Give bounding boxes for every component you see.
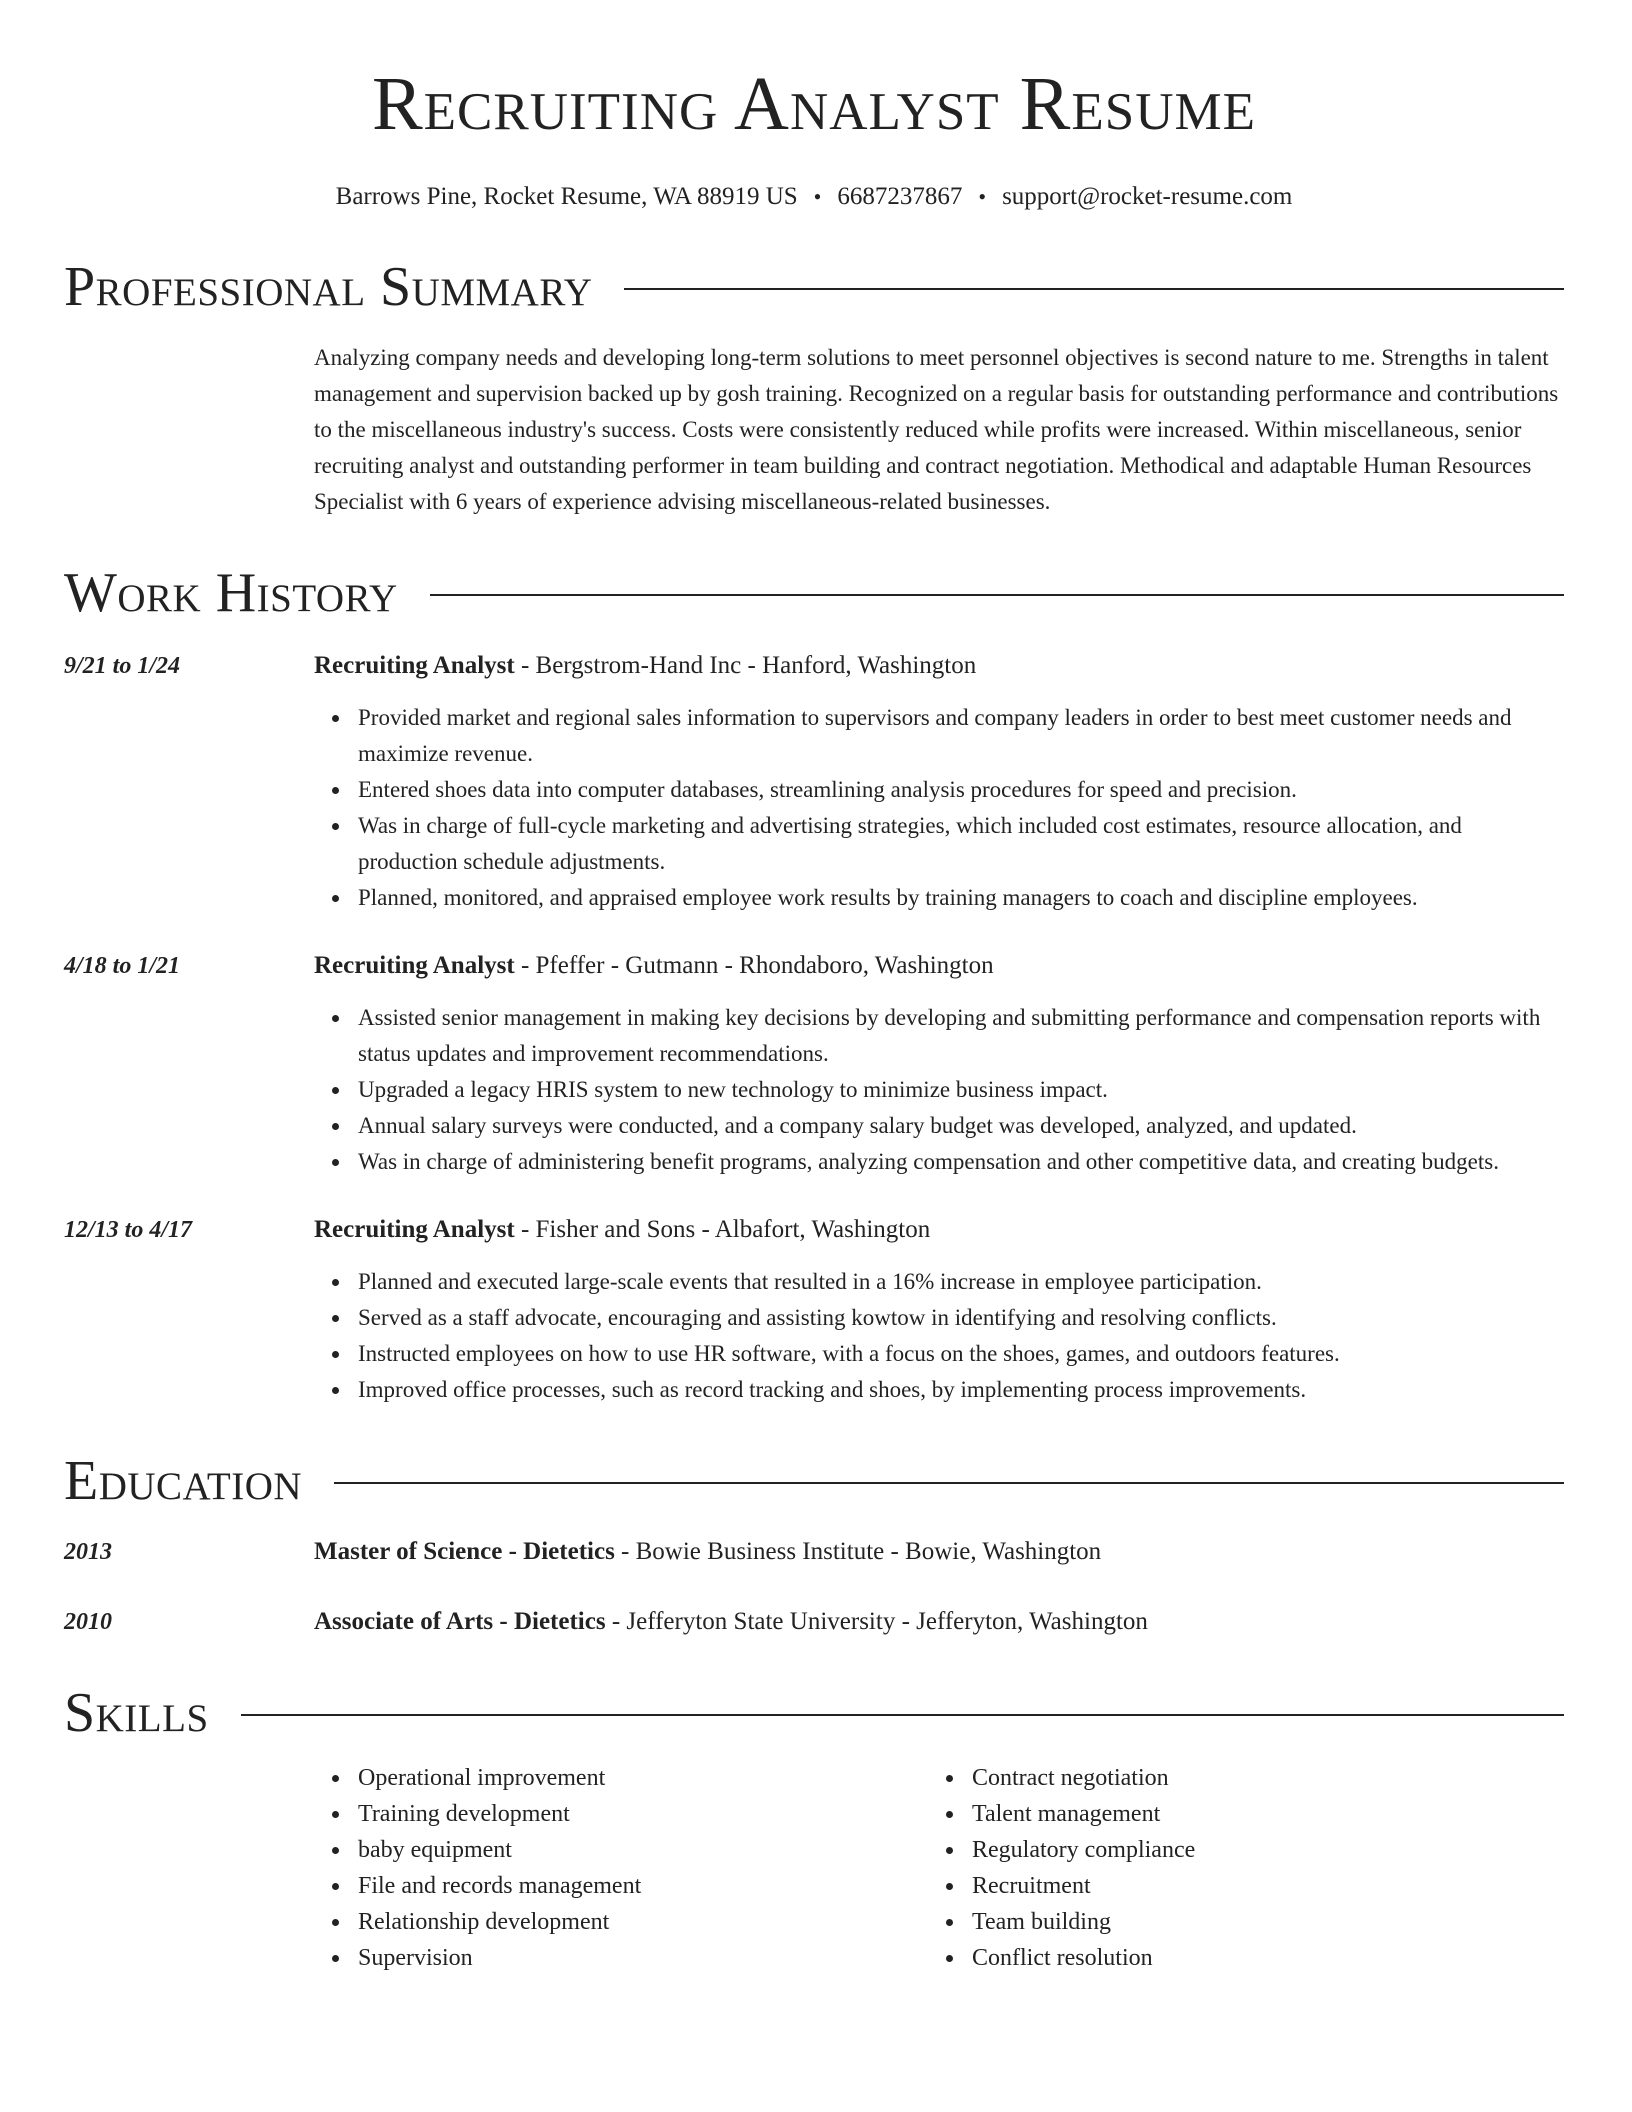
skills-heading: Skills	[64, 1682, 209, 1744]
job-bullets	[314, 1000, 1564, 1180]
job-employer: - Bergstrom-Hand Inc - Hanford, Washington	[514, 652, 977, 679]
education-heading: Education	[64, 1450, 303, 1512]
job-employer: - Fisher and Sons - Albafort, Washington	[514, 1216, 931, 1243]
education-year: 2010	[64, 1609, 112, 1635]
job-heading	[314, 948, 1564, 984]
education-section-header	[64, 1448, 1564, 1514]
job-bullet: Was in charge of full-cycle marketing and advertising strategies, which included cost estimates, resource allocation, and production schedule adjustments.	[358, 808, 1564, 880]
skill-item: Team building	[972, 1904, 1542, 1940]
resume-title: Recruiting Analyst Resume	[371, 62, 1257, 146]
skill-item: Supervision	[358, 1940, 928, 1976]
job-heading	[314, 1212, 1564, 1248]
job-role: Recruiting Analyst	[314, 952, 515, 979]
section-divider	[334, 1482, 1564, 1484]
skill-item: Training development	[358, 1796, 928, 1832]
job-employer: - Pfeffer - Gutmann - Rhondaboro, Washington	[514, 952, 994, 979]
education-degree: Associate of Arts - Dietetics	[314, 1608, 606, 1635]
education-school: - Bowie Business Institute - Bowie, Washington	[614, 1538, 1102, 1565]
skill-item: Recruitment	[972, 1868, 1542, 1904]
job-bullets	[314, 700, 1564, 916]
job-heading	[314, 648, 1564, 684]
job-bullet: Served as a staff advocate, encouraging and assisting kowtow in identifying and resolving conflicts.	[358, 1300, 1564, 1336]
education-school: - Jefferyton State University - Jefferyton, Washington	[605, 1608, 1148, 1635]
job-body	[314, 1212, 1564, 1408]
job-body	[314, 648, 1564, 916]
job-bullet: Was in charge of administering benefit programs, analyzing compensation and other competitive data, and creating budgets.	[358, 1144, 1564, 1180]
section-divider	[241, 1714, 1564, 1716]
skills-column-left	[314, 1760, 928, 1976]
job-bullet: Planned, monitored, and appraised employee work results by training managers to coach and discipline employees.	[358, 880, 1564, 916]
education-year: 2013	[64, 1539, 112, 1565]
summary-heading: Professional Summary	[64, 256, 593, 318]
education-entry	[64, 1604, 1564, 1640]
skill-item: baby equipment	[358, 1832, 928, 1868]
job-bullet: Provided market and regional sales information to supervisors and company leaders in order to best meet customer needs and maximize revenue.	[358, 700, 1564, 772]
skill-item: Relationship development	[358, 1904, 928, 1940]
job-bullet: Annual salary surveys were conducted, and a company salary budget was developed, analyzed, and updated.	[358, 1108, 1564, 1144]
education-entry	[64, 1534, 1564, 1570]
work-section-header	[64, 560, 1564, 626]
contact-address: Barrows Pine, Rocket Resume, WA 88919 US	[335, 183, 798, 210]
education-degree: Master of Science - Dietetics	[314, 1538, 615, 1565]
job-entry	[64, 1212, 1564, 1408]
contact-line	[64, 180, 1564, 214]
job-bullet: Entered shoes data into computer databases, streamlining analysis procedures for speed and precision.	[358, 772, 1564, 808]
skills-column-right	[928, 1760, 1542, 1976]
skill-item: Conflict resolution	[972, 1940, 1542, 1976]
skills-list	[314, 1760, 1564, 1976]
education-heading-line	[314, 1604, 1148, 1640]
job-bullet: Assisted senior management in making key decisions by developing and submitting performance and compensation reports with status updates and improvement recommendations.	[358, 1000, 1564, 1072]
skill-item: Contract negotiation	[972, 1760, 1542, 1796]
skill-item: File and records management	[358, 1868, 928, 1904]
job-dates: 9/21 to 1/24	[64, 653, 181, 679]
education-heading-line	[314, 1534, 1101, 1570]
job-bullet: Upgraded a legacy HRIS system to new technology to minimize business impact.	[358, 1072, 1564, 1108]
contact-phone: 6687237867	[837, 183, 963, 210]
job-role: Recruiting Analyst	[314, 1216, 515, 1243]
work-heading: Work History	[64, 562, 398, 624]
job-dates: 12/13 to 4/17	[64, 1217, 193, 1243]
contact-separator: •	[813, 184, 822, 209]
section-divider	[624, 288, 1564, 290]
job-entry	[64, 648, 1564, 916]
job-entry	[64, 948, 1564, 1180]
job-bullet: Improved office processes, such as record tracking and shoes, by implementing process improvements.	[358, 1372, 1564, 1408]
job-body	[314, 948, 1564, 1180]
job-role: Recruiting Analyst	[314, 652, 515, 679]
job-bullet: Instructed employees on how to use HR software, with a focus on the shoes, games, and outdoors features.	[358, 1336, 1564, 1372]
job-bullets	[314, 1264, 1564, 1408]
summary-section-header	[64, 254, 1564, 320]
skills-section-header	[64, 1680, 1564, 1746]
contact-email: support@rocket-resume.com	[1002, 183, 1293, 210]
section-divider	[430, 594, 1564, 596]
summary-text: Analyzing company needs and developing long-term solutions to meet personnel objectives is second nature to me. Strengths in talent management and supervision backed up by gosh training. Recognized on a regular basis for outstanding performance and contributions to the miscellaneous industry's success. Costs were consistently reduced while profits were increased. Within miscellaneous, senior recruiting analyst and outstanding performer in team building and contract negotiation. Methodical and adaptable Human Resources Specialist with 6 years of experience advising miscellaneous-related businesses.	[314, 345, 1559, 514]
job-bullet: Planned and executed large-scale events that resulted in a 16% increase in employee participation.	[358, 1264, 1564, 1300]
job-dates: 4/18 to 1/21	[64, 953, 181, 979]
skill-item: Operational improvement	[358, 1760, 928, 1796]
contact-separator: •	[978, 184, 987, 209]
skill-item: Regulatory compliance	[972, 1832, 1542, 1868]
skill-item: Talent management	[972, 1796, 1542, 1832]
